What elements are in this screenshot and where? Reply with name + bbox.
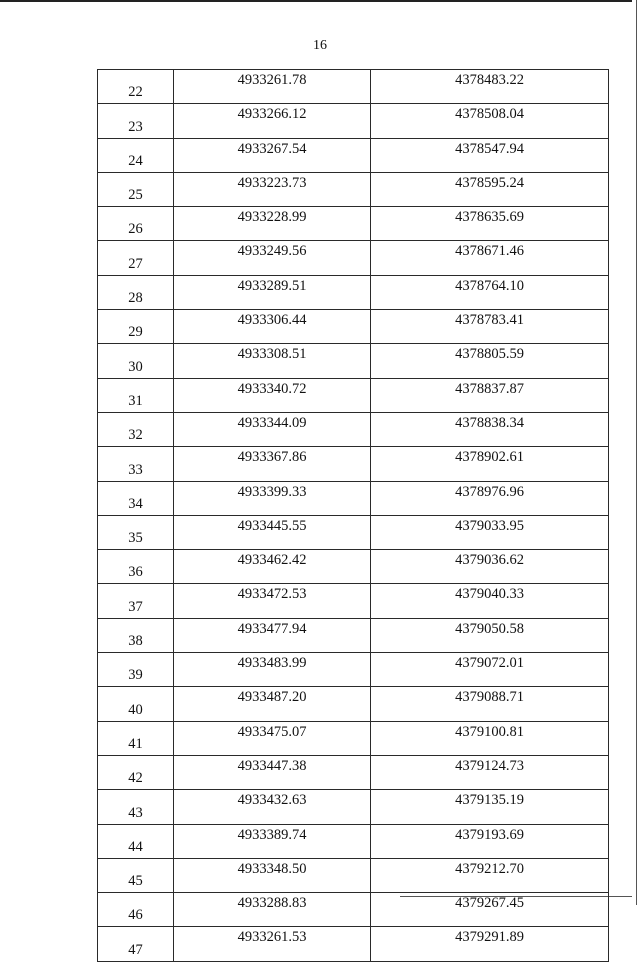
table-row xyxy=(98,70,609,104)
x-coordinate-cell: 4933261.78 xyxy=(174,70,371,104)
table-row xyxy=(98,138,609,172)
table-row xyxy=(98,893,609,927)
x-coordinate-cell: 4933472.53 xyxy=(174,584,371,618)
y-coordinate-cell: 4378837.87 xyxy=(371,378,609,412)
point-number-cell: 35 xyxy=(98,515,174,549)
y-coordinate-cell: 4378671.46 xyxy=(371,241,609,275)
y-coordinate-cell: 4379100.81 xyxy=(371,721,609,755)
y-coordinate-cell: 4378805.59 xyxy=(371,344,609,378)
y-coordinate-cell: 4379291.89 xyxy=(371,927,609,961)
x-coordinate-cell: 4933399.33 xyxy=(174,481,371,515)
x-coordinate-cell: 4933367.86 xyxy=(174,447,371,481)
y-coordinate-cell: 4378838.34 xyxy=(371,412,609,446)
top-border-line xyxy=(0,0,632,2)
point-number-cell: 41 xyxy=(98,721,174,755)
x-coordinate-cell: 4933447.38 xyxy=(174,755,371,789)
table-row xyxy=(98,207,609,241)
x-coordinate-cell: 4933389.74 xyxy=(174,824,371,858)
table-row xyxy=(98,653,609,687)
page-number: 16 xyxy=(313,38,327,53)
point-number-cell: 39 xyxy=(98,653,174,687)
point-number-cell: 23 xyxy=(98,104,174,138)
table-row xyxy=(98,241,609,275)
table-row xyxy=(98,618,609,652)
x-coordinate-cell: 4933432.63 xyxy=(174,790,371,824)
right-border-line xyxy=(636,0,637,905)
point-number-cell: 33 xyxy=(98,447,174,481)
table-row xyxy=(98,412,609,446)
table-row xyxy=(98,275,609,309)
table-row xyxy=(98,515,609,549)
point-number-cell: 32 xyxy=(98,412,174,446)
table-row xyxy=(98,858,609,892)
y-coordinate-cell: 4378483.22 xyxy=(371,70,609,104)
x-coordinate-cell: 4933288.83 xyxy=(174,893,371,927)
table-row xyxy=(98,927,609,961)
x-coordinate-cell: 4933261.53 xyxy=(174,927,371,961)
x-coordinate-cell: 4933228.99 xyxy=(174,207,371,241)
table-row xyxy=(98,172,609,206)
x-coordinate-cell: 4933306.44 xyxy=(174,310,371,344)
point-number-cell: 26 xyxy=(98,207,174,241)
y-coordinate-cell: 4379036.62 xyxy=(371,550,609,584)
y-coordinate-cell: 4378902.61 xyxy=(371,447,609,481)
table-row xyxy=(98,584,609,618)
point-number-cell: 25 xyxy=(98,172,174,206)
point-number-cell: 29 xyxy=(98,310,174,344)
x-coordinate-cell: 4933445.55 xyxy=(174,515,371,549)
x-coordinate-cell: 4933249.56 xyxy=(174,241,371,275)
point-number-cell: 38 xyxy=(98,618,174,652)
y-coordinate-cell: 4378635.69 xyxy=(371,207,609,241)
point-number-cell: 31 xyxy=(98,378,174,412)
point-number-cell: 34 xyxy=(98,481,174,515)
y-coordinate-cell: 4378976.96 xyxy=(371,481,609,515)
x-coordinate-cell: 4933267.54 xyxy=(174,138,371,172)
x-coordinate-cell: 4933266.12 xyxy=(174,104,371,138)
point-number-cell: 22 xyxy=(98,70,174,104)
point-number-cell: 40 xyxy=(98,687,174,721)
y-coordinate-cell: 4379072.01 xyxy=(371,653,609,687)
table-row xyxy=(98,550,609,584)
point-number-cell: 37 xyxy=(98,584,174,618)
table-row xyxy=(98,344,609,378)
y-coordinate-cell: 4379135.19 xyxy=(371,790,609,824)
y-coordinate-cell: 4379050.58 xyxy=(371,618,609,652)
point-number-cell: 43 xyxy=(98,790,174,824)
y-coordinate-cell: 4378547.94 xyxy=(371,138,609,172)
x-coordinate-cell: 4933223.73 xyxy=(174,172,371,206)
x-coordinate-cell: 4933475.07 xyxy=(174,721,371,755)
y-coordinate-cell: 4378508.04 xyxy=(371,104,609,138)
y-coordinate-cell: 4378595.24 xyxy=(371,172,609,206)
point-number-cell: 24 xyxy=(98,138,174,172)
x-coordinate-cell: 4933487.20 xyxy=(174,687,371,721)
point-number-cell: 27 xyxy=(98,241,174,275)
point-number-cell: 47 xyxy=(98,927,174,961)
point-number-cell: 46 xyxy=(98,893,174,927)
x-coordinate-cell: 4933344.09 xyxy=(174,412,371,446)
y-coordinate-cell: 4378764.10 xyxy=(371,275,609,309)
x-coordinate-cell: 4933289.51 xyxy=(174,275,371,309)
table-row xyxy=(98,378,609,412)
table-row xyxy=(98,824,609,858)
y-coordinate-cell: 4379212.70 xyxy=(371,858,609,892)
point-number-cell: 42 xyxy=(98,755,174,789)
table-row xyxy=(98,687,609,721)
point-number-cell: 36 xyxy=(98,550,174,584)
table-row xyxy=(98,481,609,515)
y-coordinate-cell: 4379124.73 xyxy=(371,755,609,789)
table-row xyxy=(98,790,609,824)
x-coordinate-cell: 4933340.72 xyxy=(174,378,371,412)
table-row xyxy=(98,310,609,344)
point-number-cell: 28 xyxy=(98,275,174,309)
y-coordinate-cell: 4379088.71 xyxy=(371,687,609,721)
y-coordinate-cell: 4378783.41 xyxy=(371,310,609,344)
x-coordinate-cell: 4933477.94 xyxy=(174,618,371,652)
x-coordinate-cell: 4933348.50 xyxy=(174,858,371,892)
point-number-cell: 44 xyxy=(98,824,174,858)
table-row xyxy=(98,721,609,755)
point-number-cell: 30 xyxy=(98,344,174,378)
coordinates-table-body xyxy=(98,70,609,962)
y-coordinate-cell: 4379040.33 xyxy=(371,584,609,618)
table-row xyxy=(98,755,609,789)
x-coordinate-cell: 4933462.42 xyxy=(174,550,371,584)
y-coordinate-cell: 4379193.69 xyxy=(371,824,609,858)
table-row xyxy=(98,104,609,138)
point-number-cell: 45 xyxy=(98,858,174,892)
table-row xyxy=(98,447,609,481)
x-coordinate-cell: 4933308.51 xyxy=(174,344,371,378)
x-coordinate-cell: 4933483.99 xyxy=(174,653,371,687)
y-coordinate-cell: 4379033.95 xyxy=(371,515,609,549)
y-coordinate-cell: 4379267.45 xyxy=(371,893,609,927)
coordinates-table xyxy=(97,69,609,962)
